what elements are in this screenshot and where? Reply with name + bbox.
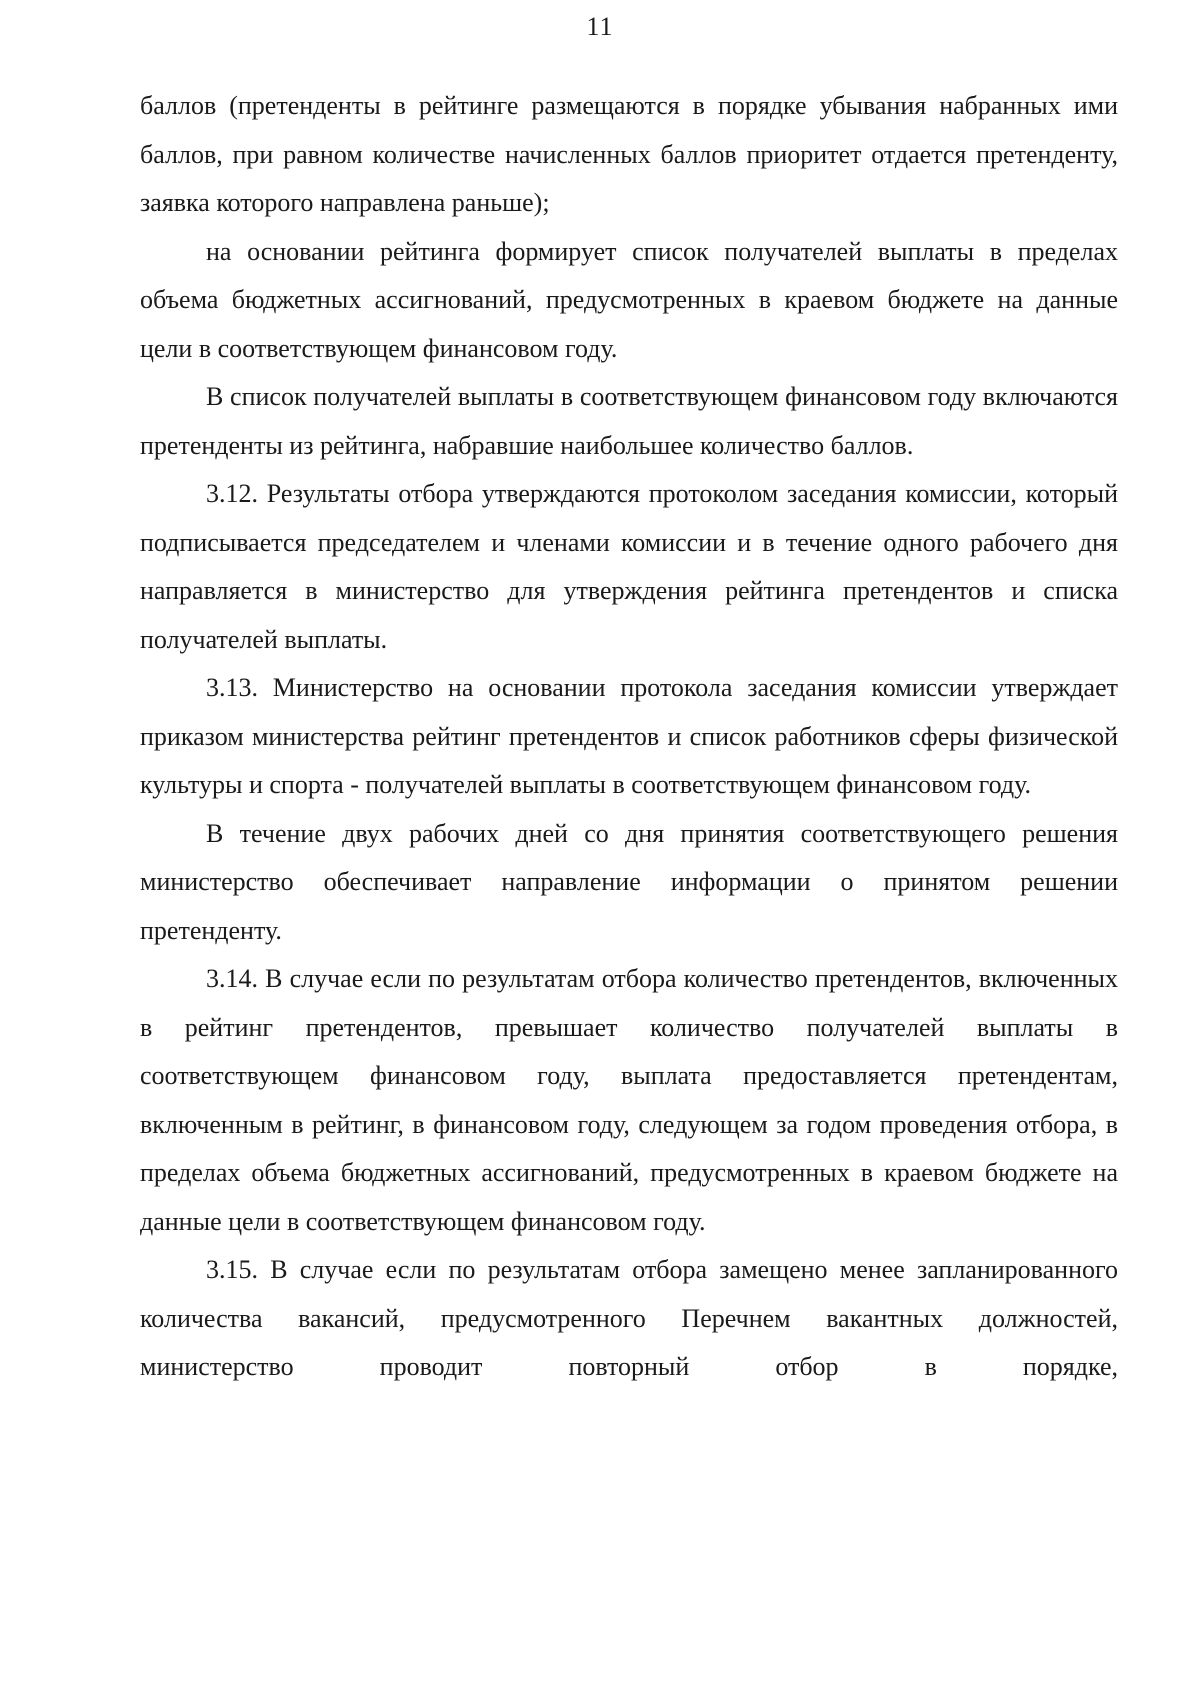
page-number: 11 <box>586 12 614 41</box>
document-body <box>140 82 1118 1392</box>
paragraph-recipients-inclusion: В список получателей выплаты в соответствующем финансовом году включаются претенденты из рейтинга, набравшие наибольшее количество баллов. <box>140 382 1118 460</box>
paragraph-3-14: 3.14. В случае если по результатам отбора количество претендентов, включенных в рейтинг претендентов, превышает количество получателей выплаты в соответствующем финансовом году, выплата предоставляется претендентам, включенным в рейтинг, в финансовом году, следующем за годом проведения отбора, в пределах объема бюджетных ассигнований, предусмотренных в краевом бюджете на данные цели в соответствующем финансовом году. <box>140 964 1118 1236</box>
paragraph-notification: В течение двух рабочих дней со дня принятия соответствующего решения министерство обеспечивает направление информации о принятом решении претенденту. <box>140 818 1118 945</box>
paragraph-3-12: 3.12. Результаты отбора утверждаются протоколом заседания комиссии, который подписывается председателем и членами комиссии и в течение одного рабочего дня направляется в министерство для утверждения рейтинга претендентов и списка получателей выплаты. <box>140 479 1118 654</box>
paragraph-3-15: 3.15. В случае если по результатам отбора замещено менее запланированного количества вакансий, предусмотренного Перечнем вакантных должностей, министерство проводит повторный отбор в порядке, <box>140 1255 1118 1381</box>
paragraph-3-13: 3.13. Министерство на основании протокола заседания комиссии утверждает приказом министерства рейтинг претендентов и список работников сферы физической культуры и спорта - получателей выплаты в соответствующем финансовом году. <box>140 673 1118 799</box>
paragraph-rating-list: на основании рейтинга формирует список получателей выплаты в пределах объема бюджетных ассигнований, предусмотренных в краевом бюджете на данные цели в соответствующем финансовом году. <box>140 236 1118 363</box>
paragraph-continuation: баллов (претенденты в рейтинге размещаются в порядке убывания набранных ими баллов, при равном количестве начисленных баллов приоритет отдается претенденту, заявка которого направлена раньше); <box>140 91 1118 217</box>
